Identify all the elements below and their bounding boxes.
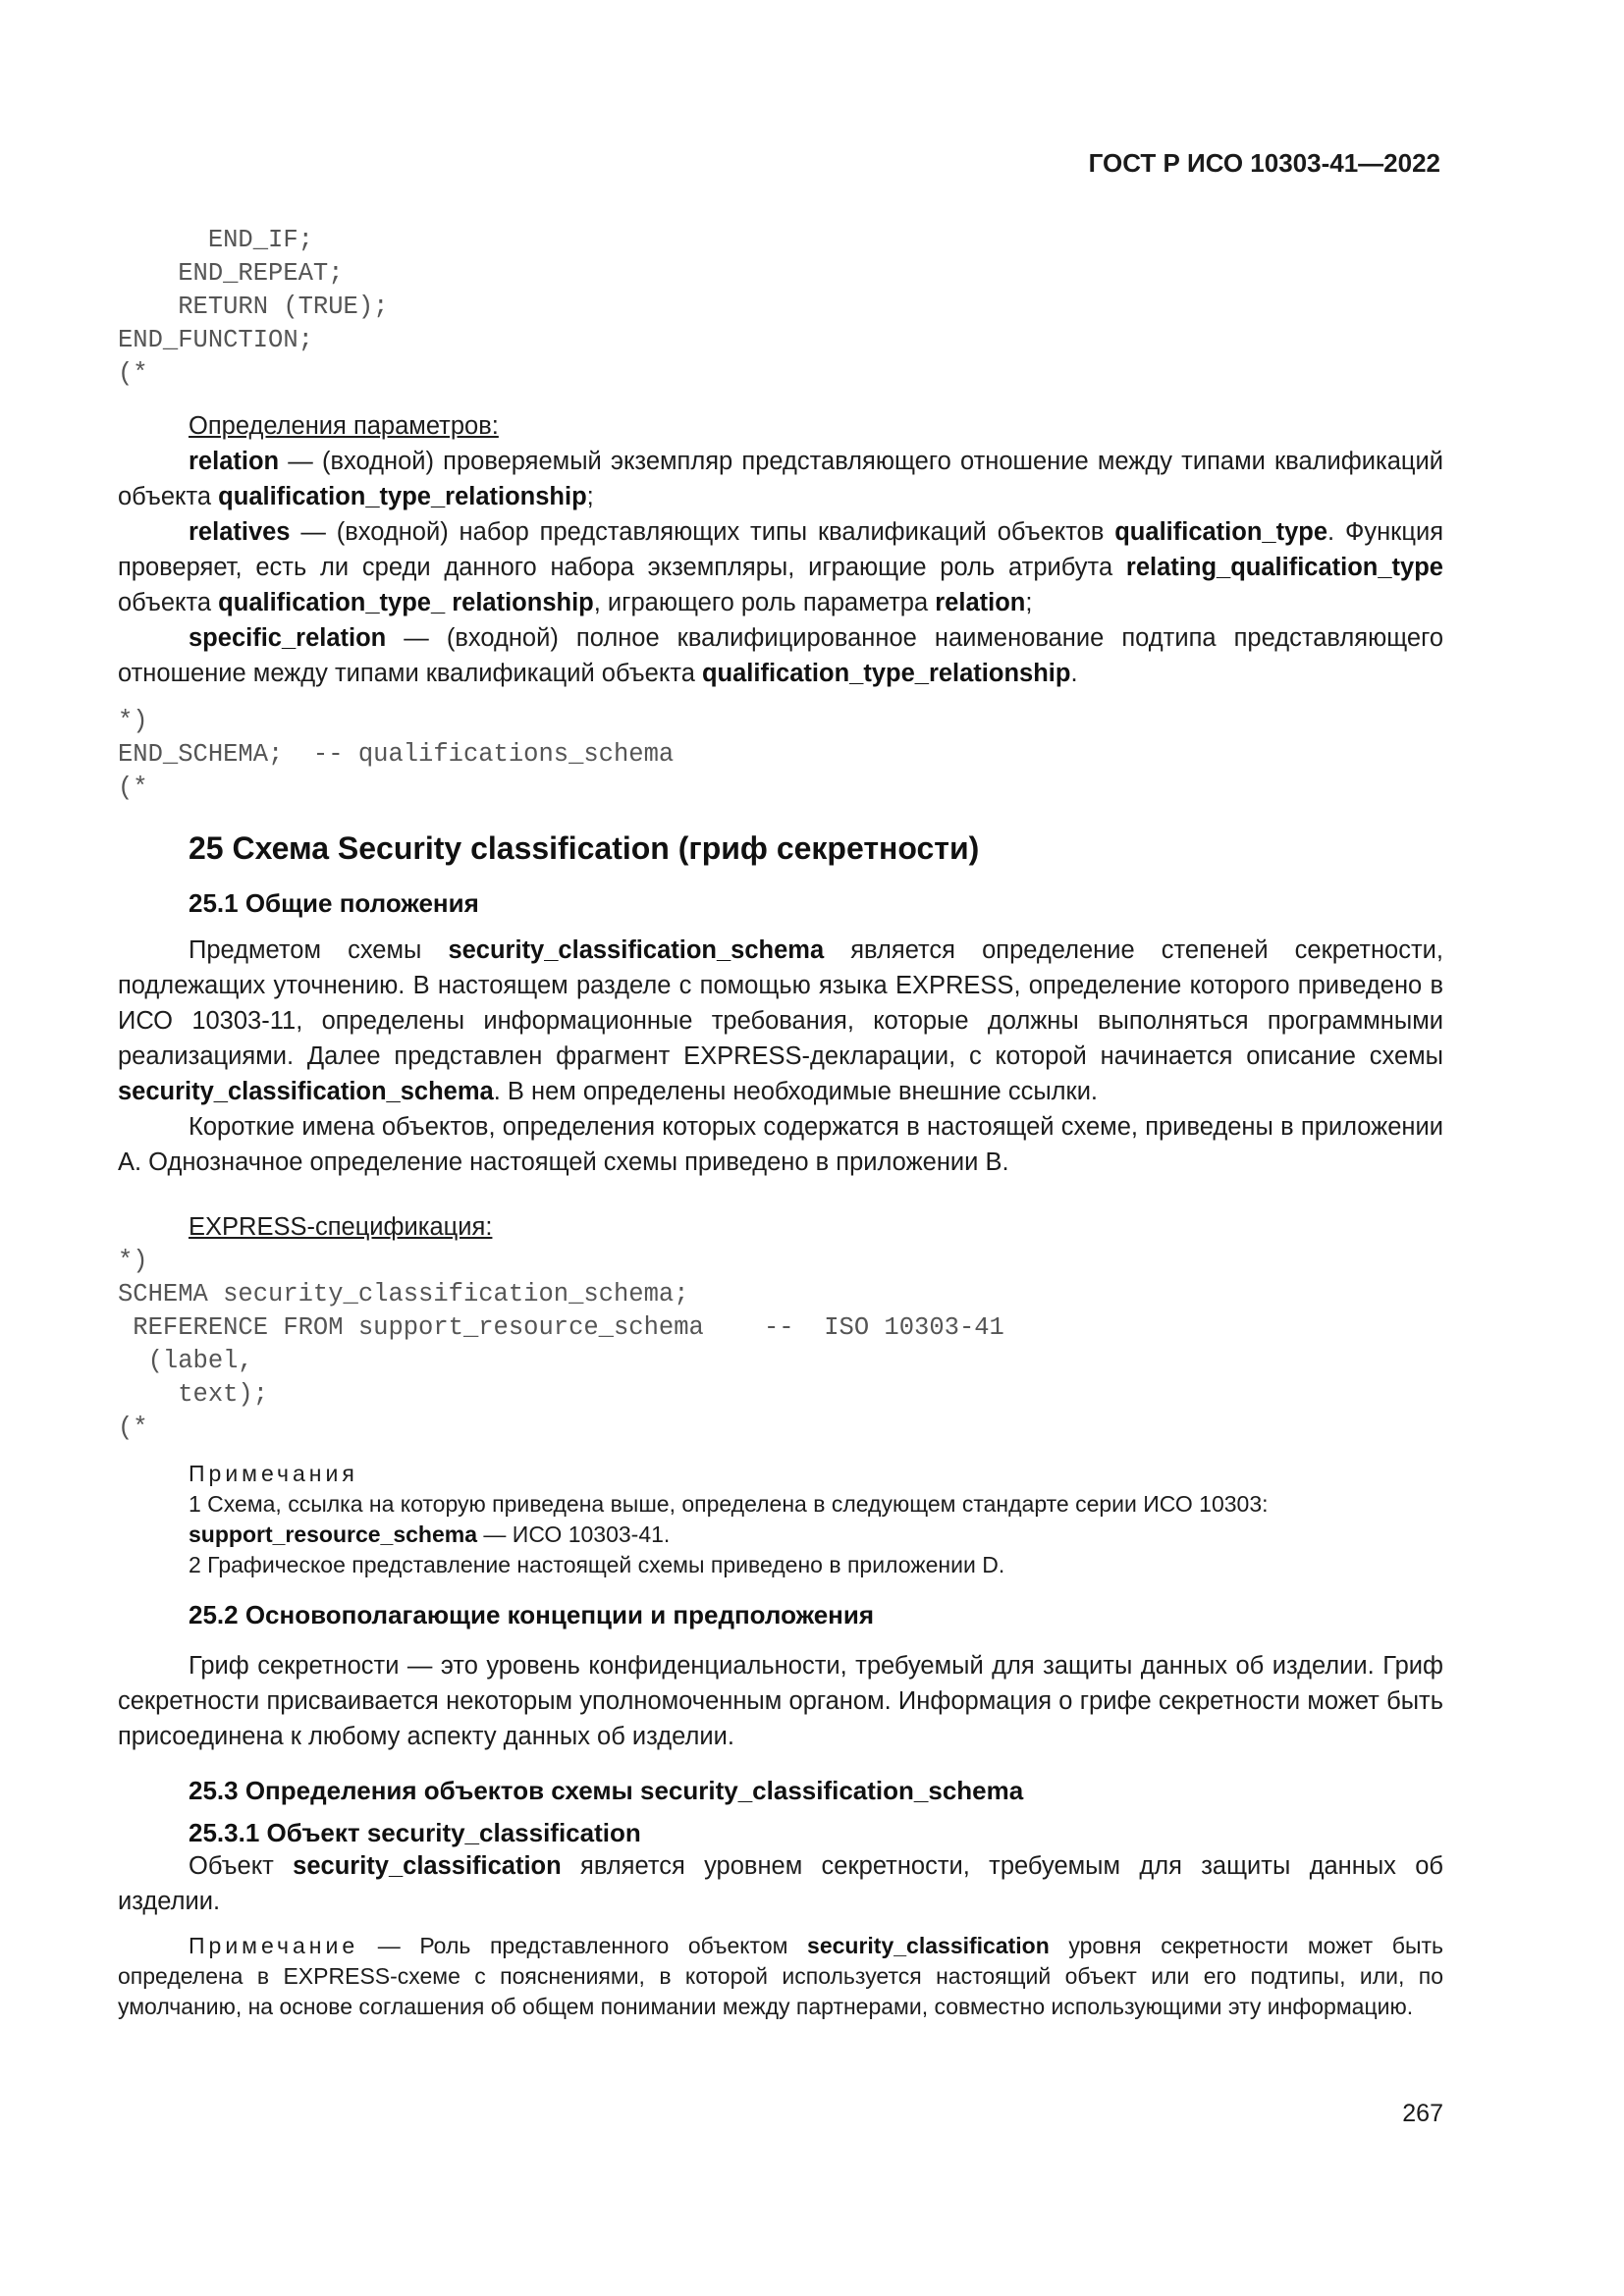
section-25-2-title: 25.2 Основополагающие концепции и предположения bbox=[189, 1600, 875, 1629]
code-line: *) bbox=[118, 1247, 148, 1275]
code-block-schema-start bbox=[118, 1245, 1443, 1445]
section-25-3-1-title: 25.3.1 Объект security_classification bbox=[189, 1818, 641, 1847]
code-line: END_FUNCTION; bbox=[118, 326, 313, 354]
code-line: (* bbox=[118, 774, 148, 802]
document-header: ГОСТ Р ИСО 10303-41—2022 bbox=[1088, 148, 1440, 178]
note-2: 2 Графическое представление настоящей схемы приведено в приложении D. bbox=[189, 1552, 1005, 1577]
code-line: END_REPEAT; bbox=[118, 259, 344, 288]
code-block-schema-end bbox=[118, 705, 1443, 805]
code-line: RETURN (TRUE); bbox=[118, 293, 389, 321]
code-line: *) bbox=[118, 707, 148, 735]
param-specific-relation: specific_relation — (входной) полное квалифицированное наименование подтипа представляющего отношение между типами квалификаций объекта qualification_type_relationship. bbox=[118, 624, 1443, 687]
page-content bbox=[118, 224, 1443, 2022]
section-25-1-title: 25.1 Общие положения bbox=[189, 888, 479, 918]
notes-block bbox=[118, 1459, 1443, 1580]
code-line: (label, bbox=[118, 1347, 253, 1375]
note-1: 1 Схема, ссылка на которую приведена выше, определена в следующем стандарте серии ИСО 10303: support_resource_schema — ИСО 10303-41. bbox=[189, 1491, 1269, 1547]
code-line: END_SCHEMA; -- qualifications_schema bbox=[118, 740, 675, 769]
section-25-3-1-note: Примечание — Роль представленного объектом security_classification уровня секретности может быть определена в EXPRESS-схеме с пояснениями, в которой используется настоящий объект или его подтипы, или, по умолчанию, на основе соглашения об общем понимании между партнерами, совместно использующими эту информацию. bbox=[118, 1933, 1443, 2019]
section-25-3-1-paragraph: Объект security_classification является уровнем секретности, требуемым для защиты данных об изделии. bbox=[118, 1852, 1444, 1915]
code-line: END_IF; bbox=[118, 226, 313, 254]
section-25-1-paragraph-1: Предметом схемы security_classification_schema является определение степеней секретности, подлежащих уточнению. В настоящем разделе с помощью языка EXPRESS, определение которого приведено в ИСО 10303-11, определены информационные требования, которые должны выполняться программными реализациями. Далее представлен фрагмент EXPRESS-декларации, с которой начинается описание схемы security_classification_schema. В нем определены необходимые внешние ссылки. bbox=[118, 936, 1443, 1105]
notes-heading: Примечания bbox=[189, 1461, 358, 1486]
params-heading: Определения параметров: bbox=[189, 412, 499, 440]
express-spec-heading: EXPRESS-спецификация: bbox=[189, 1213, 493, 1241]
section-25-title: 25 Схема Security classification (гриф секретности) bbox=[189, 830, 980, 866]
code-block-function-end bbox=[118, 224, 1443, 391]
param-relatives: relatives — (входной) набор представляющих типы квалификаций объектов qualification_type. Функция проверяет, есть ли среди данного набора экземпляры, играющие роль атрибута relating_qualification_type объекта qualification_type_ relationship, играющего роль параметра relation; bbox=[118, 518, 1443, 616]
code-line: REFERENCE FROM support_resource_schema -- ISO 10303-41 bbox=[118, 1313, 1004, 1342]
code-line: SCHEMA security_classification_schema; bbox=[118, 1280, 689, 1308]
code-line: (* bbox=[118, 1414, 148, 1442]
code-line: (* bbox=[118, 359, 148, 388]
page-number: 267 bbox=[1402, 2100, 1443, 2127]
param-relation: relation — (входной) проверяемый экземпляр представляющего отношение между типами квалификаций объекта qualification_type_relationship; bbox=[118, 448, 1443, 510]
section-25-2-paragraph: Гриф секретности — это уровень конфиденциальности, требуемый для защиты данных об изделии. Гриф секретности присваивается некоторым уполномоченным органом. Информация о грифе секретности может быть присоединена к любому аспекту данных об изделии. bbox=[118, 1652, 1443, 1750]
code-line: text); bbox=[118, 1380, 269, 1409]
section-25-1-paragraph-2: Короткие имена объектов, определения которых содержатся в настоящей схеме, приведены в приложении А. Однозначное определение настоящей схемы приведено в приложении В. bbox=[118, 1113, 1443, 1176]
section-25-3-title: 25.3 Определения объектов схемы security_classification_schema bbox=[189, 1776, 1024, 1805]
